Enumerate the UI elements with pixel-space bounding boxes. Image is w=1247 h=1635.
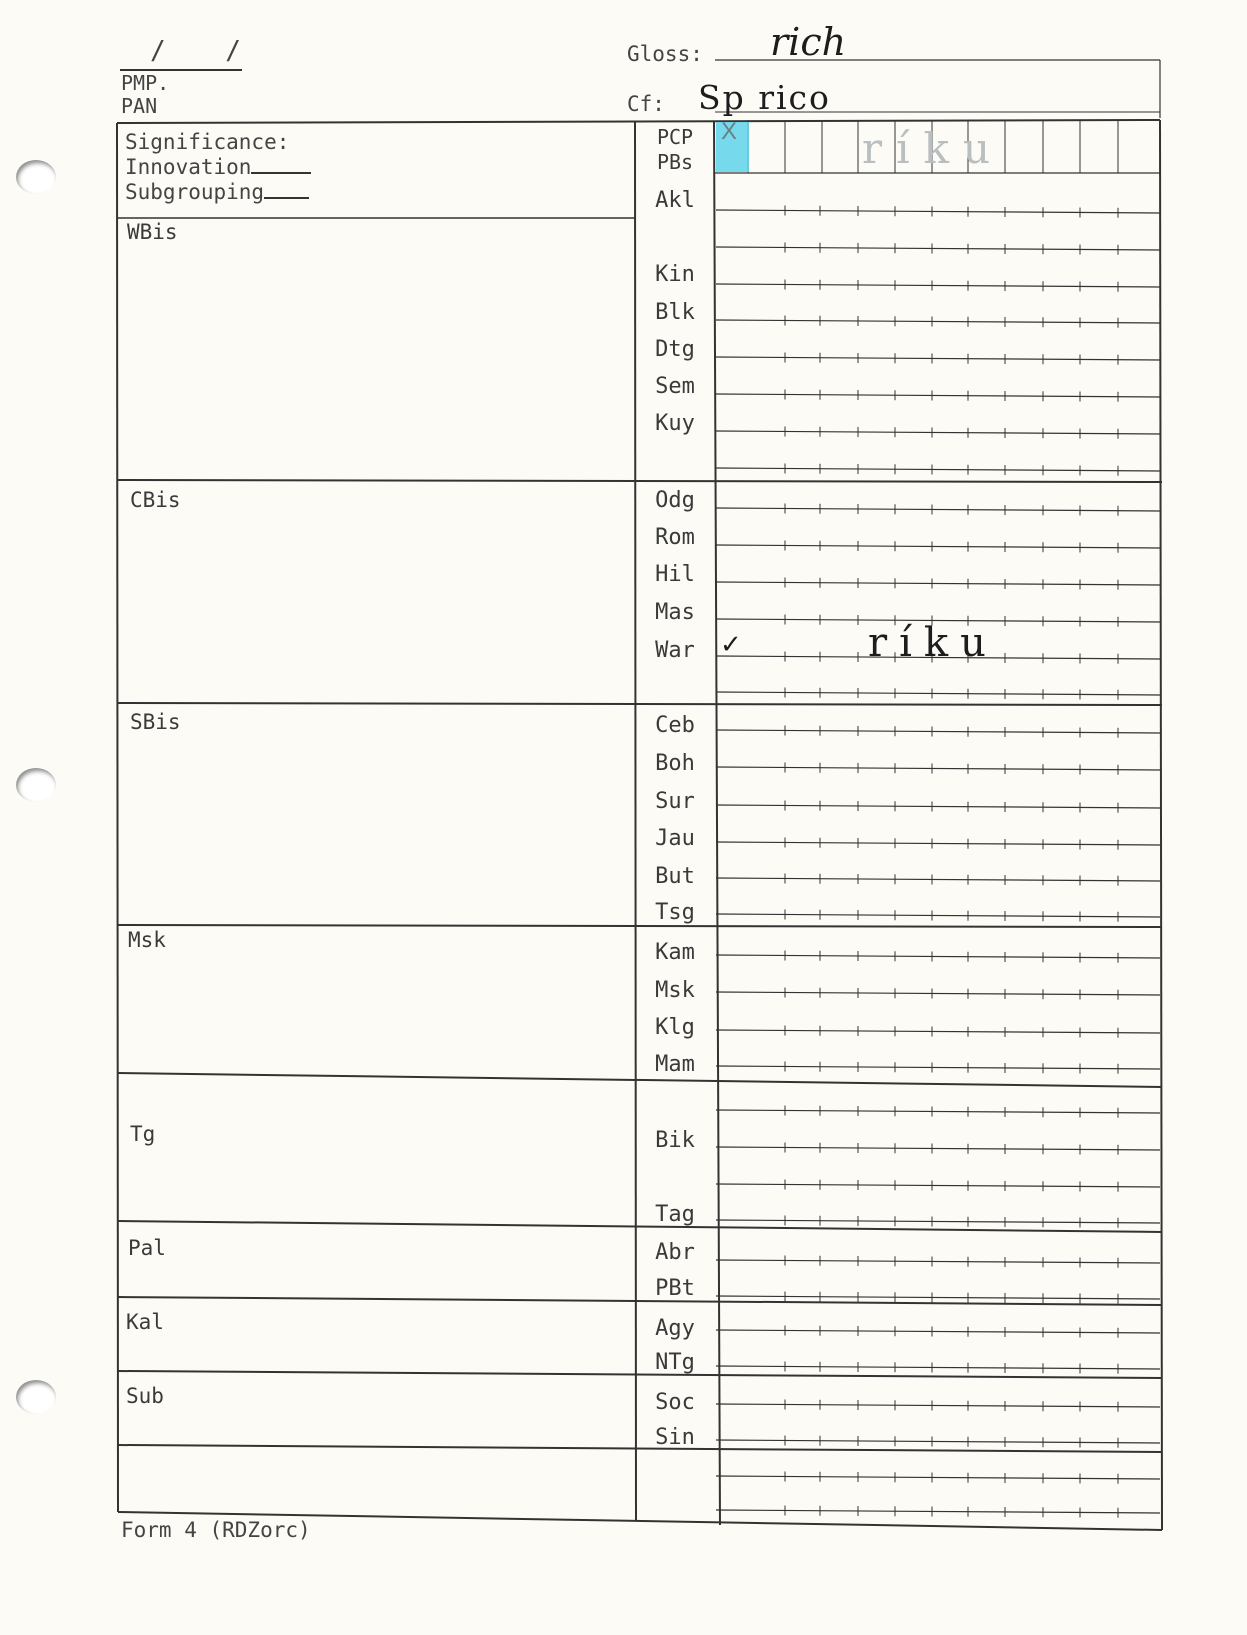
ruled-line bbox=[716, 1296, 1160, 1299]
ruled-line bbox=[716, 955, 1160, 958]
ruled-line bbox=[716, 508, 1160, 511]
lang-sem: Sem bbox=[655, 374, 695, 399]
ruled-line bbox=[716, 767, 1160, 770]
ruled-line bbox=[716, 1030, 1160, 1033]
ruled-line bbox=[716, 1220, 1160, 1223]
ruled-line bbox=[716, 992, 1160, 995]
lang-abr: Abr bbox=[655, 1240, 695, 1265]
ruled-line bbox=[716, 1440, 1160, 1443]
lang-sin: Sin bbox=[655, 1425, 695, 1450]
ruled-line bbox=[716, 320, 1160, 323]
ruled-line bbox=[716, 1066, 1160, 1069]
lang-agy: Agy bbox=[655, 1316, 695, 1341]
lang-pbt: PBt bbox=[655, 1276, 695, 1301]
ruled-line bbox=[716, 1366, 1160, 1369]
section-sbis: SBis bbox=[130, 710, 181, 734]
ruled-line bbox=[716, 730, 1160, 733]
protoform-labels bbox=[121, 72, 169, 118]
lang-hil: Hil bbox=[655, 562, 695, 587]
ruled-line bbox=[716, 1147, 1160, 1150]
lang-blk: Blk bbox=[655, 300, 695, 325]
innovation-label: Innovation bbox=[125, 155, 252, 179]
lang-msk: Msk bbox=[655, 978, 695, 1003]
ruled-line bbox=[716, 1476, 1160, 1479]
subgrouping-line bbox=[125, 180, 311, 205]
ruled-line bbox=[716, 842, 1160, 845]
ruled-line bbox=[716, 878, 1160, 881]
lang-kam: Kam bbox=[655, 940, 695, 965]
section-kal: Kal bbox=[126, 1310, 164, 1334]
ruled-line bbox=[716, 805, 1160, 808]
ruled-line bbox=[716, 1510, 1160, 1513]
war-check-mark: ✓ bbox=[720, 630, 742, 660]
ruled-line bbox=[716, 1404, 1160, 1407]
lang-jau: Jau bbox=[655, 826, 695, 851]
section-pal: Pal bbox=[128, 1236, 166, 1260]
lang-tag: Tag bbox=[655, 1202, 695, 1227]
ruled-line bbox=[716, 692, 1160, 695]
ruled-line bbox=[716, 914, 1160, 917]
section-tg: Tg bbox=[130, 1122, 156, 1146]
war-form: ríku bbox=[868, 620, 998, 666]
ruled-line bbox=[716, 1184, 1160, 1187]
gloss-label: Gloss: bbox=[627, 42, 703, 66]
significance-title: Significance: bbox=[125, 130, 290, 154]
ruled-line bbox=[716, 431, 1160, 434]
subgrouping-label: Subgrouping bbox=[125, 180, 265, 204]
ruled-line bbox=[716, 582, 1160, 585]
ruled-line bbox=[716, 247, 1160, 250]
lang-kin: Kin bbox=[655, 262, 695, 287]
ruled-line bbox=[716, 357, 1160, 360]
lang-boh: Boh bbox=[655, 751, 695, 776]
section-msk: Msk bbox=[128, 928, 166, 952]
section-sub: Sub bbox=[126, 1384, 164, 1408]
lang-dtg: Dtg bbox=[655, 337, 695, 362]
lang-odg: Odg bbox=[655, 488, 695, 513]
pcp-form: ríku bbox=[862, 124, 1005, 173]
lang-pcp: PCP bbox=[656, 125, 694, 149]
ruled-line bbox=[716, 394, 1160, 397]
lang-tsg: Tsg bbox=[655, 900, 695, 925]
lang-klg: Klg bbox=[655, 1015, 695, 1040]
lang-kuy: Kuy bbox=[655, 411, 695, 436]
ruled-line bbox=[716, 468, 1160, 471]
ruled-line bbox=[716, 210, 1160, 213]
pcp-x-mark: X bbox=[721, 118, 738, 145]
date-marks: / / bbox=[150, 36, 263, 66]
ruled-line bbox=[716, 545, 1160, 548]
section-cbis: CBis bbox=[130, 488, 181, 512]
lang-mam: Mam bbox=[655, 1052, 695, 1077]
ruled-line bbox=[716, 1110, 1160, 1113]
label-pmp: PMP. bbox=[121, 71, 170, 95]
cf-value: Sp rico bbox=[698, 78, 831, 117]
lang-akl: Akl bbox=[655, 188, 695, 213]
innovation-line bbox=[125, 155, 311, 180]
ruled-line bbox=[716, 284, 1160, 287]
ruled-line bbox=[716, 1260, 1160, 1263]
lang-war: War bbox=[655, 638, 695, 663]
lang-ceb: Ceb bbox=[655, 713, 695, 738]
lang-rom: Rom bbox=[655, 525, 695, 550]
lang-mas: Mas bbox=[655, 600, 695, 625]
lang-bik: Bik bbox=[655, 1128, 695, 1153]
lang-ntg: NTg bbox=[655, 1350, 695, 1375]
label-pan: PAN bbox=[121, 94, 158, 118]
ruled-line bbox=[716, 1330, 1160, 1333]
section-wbis: WBis bbox=[127, 220, 178, 244]
lang-soc: Soc bbox=[655, 1390, 695, 1415]
gloss-value: rich bbox=[770, 20, 847, 64]
lang-pbs: PBs bbox=[656, 150, 694, 174]
lang-sur: Sur bbox=[655, 789, 695, 814]
lang-but: But bbox=[655, 864, 695, 889]
significance-box bbox=[125, 130, 311, 205]
cf-label: Cf: bbox=[627, 92, 665, 116]
form-label: Form 4 (RDZorc) bbox=[121, 1518, 311, 1542]
